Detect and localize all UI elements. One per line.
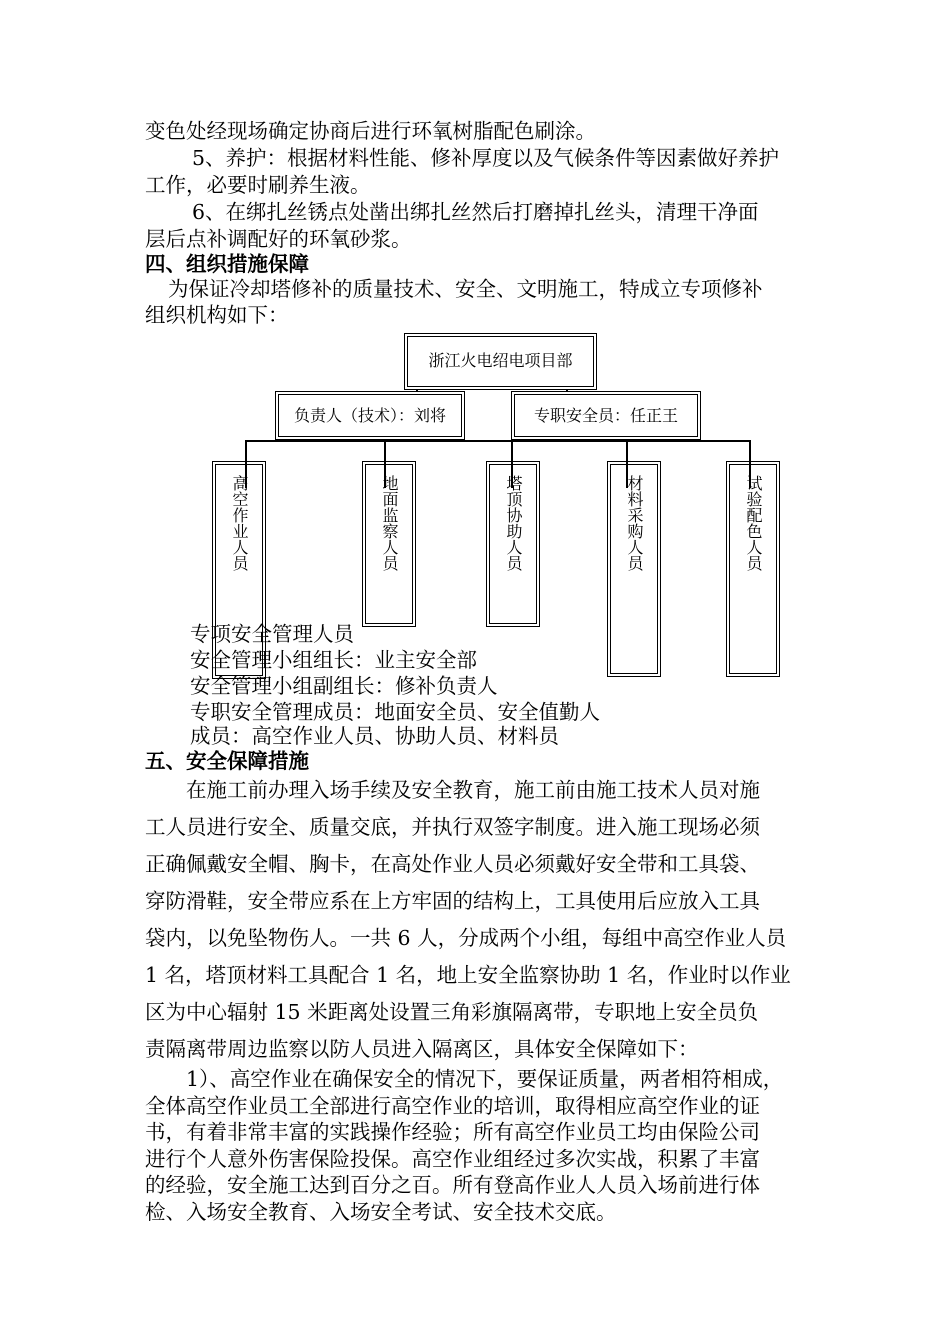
list-item-5-cont: 工作，必要时刷养生液。 <box>145 173 371 197</box>
org-leaf-box <box>212 461 266 679</box>
org-leaf-box <box>486 461 540 627</box>
management-line: 安全管理小组副组长：修补负责人 <box>190 674 498 698</box>
org-leaf-label: 塔顶协助人员 <box>504 475 523 571</box>
management-line: 成员：高空作业人员、协助人员、材料员 <box>190 724 559 748</box>
management-line: 专职安全管理成员：地面安全员、安全值勤人 <box>190 700 600 724</box>
paragraph-line: 的经验，安全施工达到百分之百。所有登高作业人人员入场前进行体 <box>145 1173 760 1197</box>
org-safety-label: 专职安全员：任正王 <box>533 406 678 425</box>
paragraph-line: 全体高空作业员工全部进行高空作业的培训，取得相应高空作业的证 <box>145 1093 760 1118</box>
paragraph-line: 责隔离带周边监察以防人员进入隔离区，具体安全保障如下： <box>145 1037 699 1061</box>
section-heading-4: 四、组织措施保障 <box>145 252 309 276</box>
paragraph-line: 1）、高空作业在确保安全的情况下，要保证质量，两者相符相成， <box>145 1067 784 1091</box>
org-top-label: 浙江火电绍电项目部 <box>428 351 573 370</box>
list-item-6: 6、在绑扎丝锈点处凿出绑扎丝然后打磨掉扎丝头，清理干净面 <box>192 200 759 224</box>
paragraph-line: 检、入场安全教育、入场安全考试、安全技术交底。 <box>145 1199 617 1224</box>
list-item-5: 5、养护：根据材料性能、修补厚度以及气候条件等因素做好养护 <box>192 146 780 170</box>
section-heading-5: 五、安全保障措施 <box>145 749 309 773</box>
paragraph-line: 袋内，以免坠物伤人。一共 6 人，分成两个小组，每组中高空作业人员 <box>145 926 787 950</box>
paragraph-line: 1 名，塔顶材料工具配合 1 名，地上安全监察协助 1 名，作业时以作业 <box>145 963 791 987</box>
management-line: 安全管理小组组长：业主安全部 <box>190 648 477 672</box>
org-leaf-box <box>362 461 416 627</box>
management-line: 专项安全管理人员 <box>190 622 354 646</box>
connector <box>245 440 750 442</box>
list-item-6-cont: 层后点补调配好的环氧砂浆。 <box>145 227 412 251</box>
org-lead-box <box>275 391 465 440</box>
org-leaf-box <box>607 461 661 677</box>
org-leaf-label: 地面监察人员 <box>380 475 399 571</box>
paragraph-line: 区为中心辐射 15 米距离处设置三角彩旗隔离带，专职地上安全员负 <box>145 1000 759 1024</box>
org-leaf-label: 高空作业人员 <box>230 475 249 571</box>
paragraph-line: 书，有着非常丰富的实践操作经验；所有高空作业员工均由保险公司 <box>145 1120 760 1144</box>
paragraph-line: 为保证冷却塔修补的质量技术、安全、文明施工，特成立专项修补 <box>168 277 763 301</box>
paragraph-line: 在施工前办理入场手续及安全教育，施工前由施工技术人员对施 <box>145 778 760 802</box>
org-top-box <box>404 333 597 390</box>
org-leaf-label: 试验配色人员 <box>744 475 763 571</box>
safety-item-1 <box>145 1066 805 1225</box>
paragraph-line: 变色处经现场确定协商后进行环氧树脂配色刷涂。 <box>145 119 596 143</box>
org-leaf-box <box>726 461 780 677</box>
org-leaf-label: 材料采购人员 <box>625 475 644 571</box>
org-lead-label: 负责人（技术）：刘将 <box>293 406 446 425</box>
org-safety-box <box>511 391 701 440</box>
paragraph-line: 穿防滑鞋，安全带应系在上方牢固的结构上，工具使用后应放入工具 <box>145 889 760 913</box>
paragraph-line: 组织机构如下： <box>145 303 289 327</box>
paragraph-line: 正确佩戴安全帽、胸卡，在高处作业人员必须戴好安全带和工具袋、 <box>145 852 760 876</box>
paragraph-line: 工人员进行安全、质量交底，并执行双签字制度。进入施工现场必须 <box>145 815 760 839</box>
paragraph-line: 进行个人意外伤害保险投保。高空作业组经过多次实战，积累了丰富 <box>145 1146 760 1171</box>
safety-paragraph <box>145 772 805 1068</box>
